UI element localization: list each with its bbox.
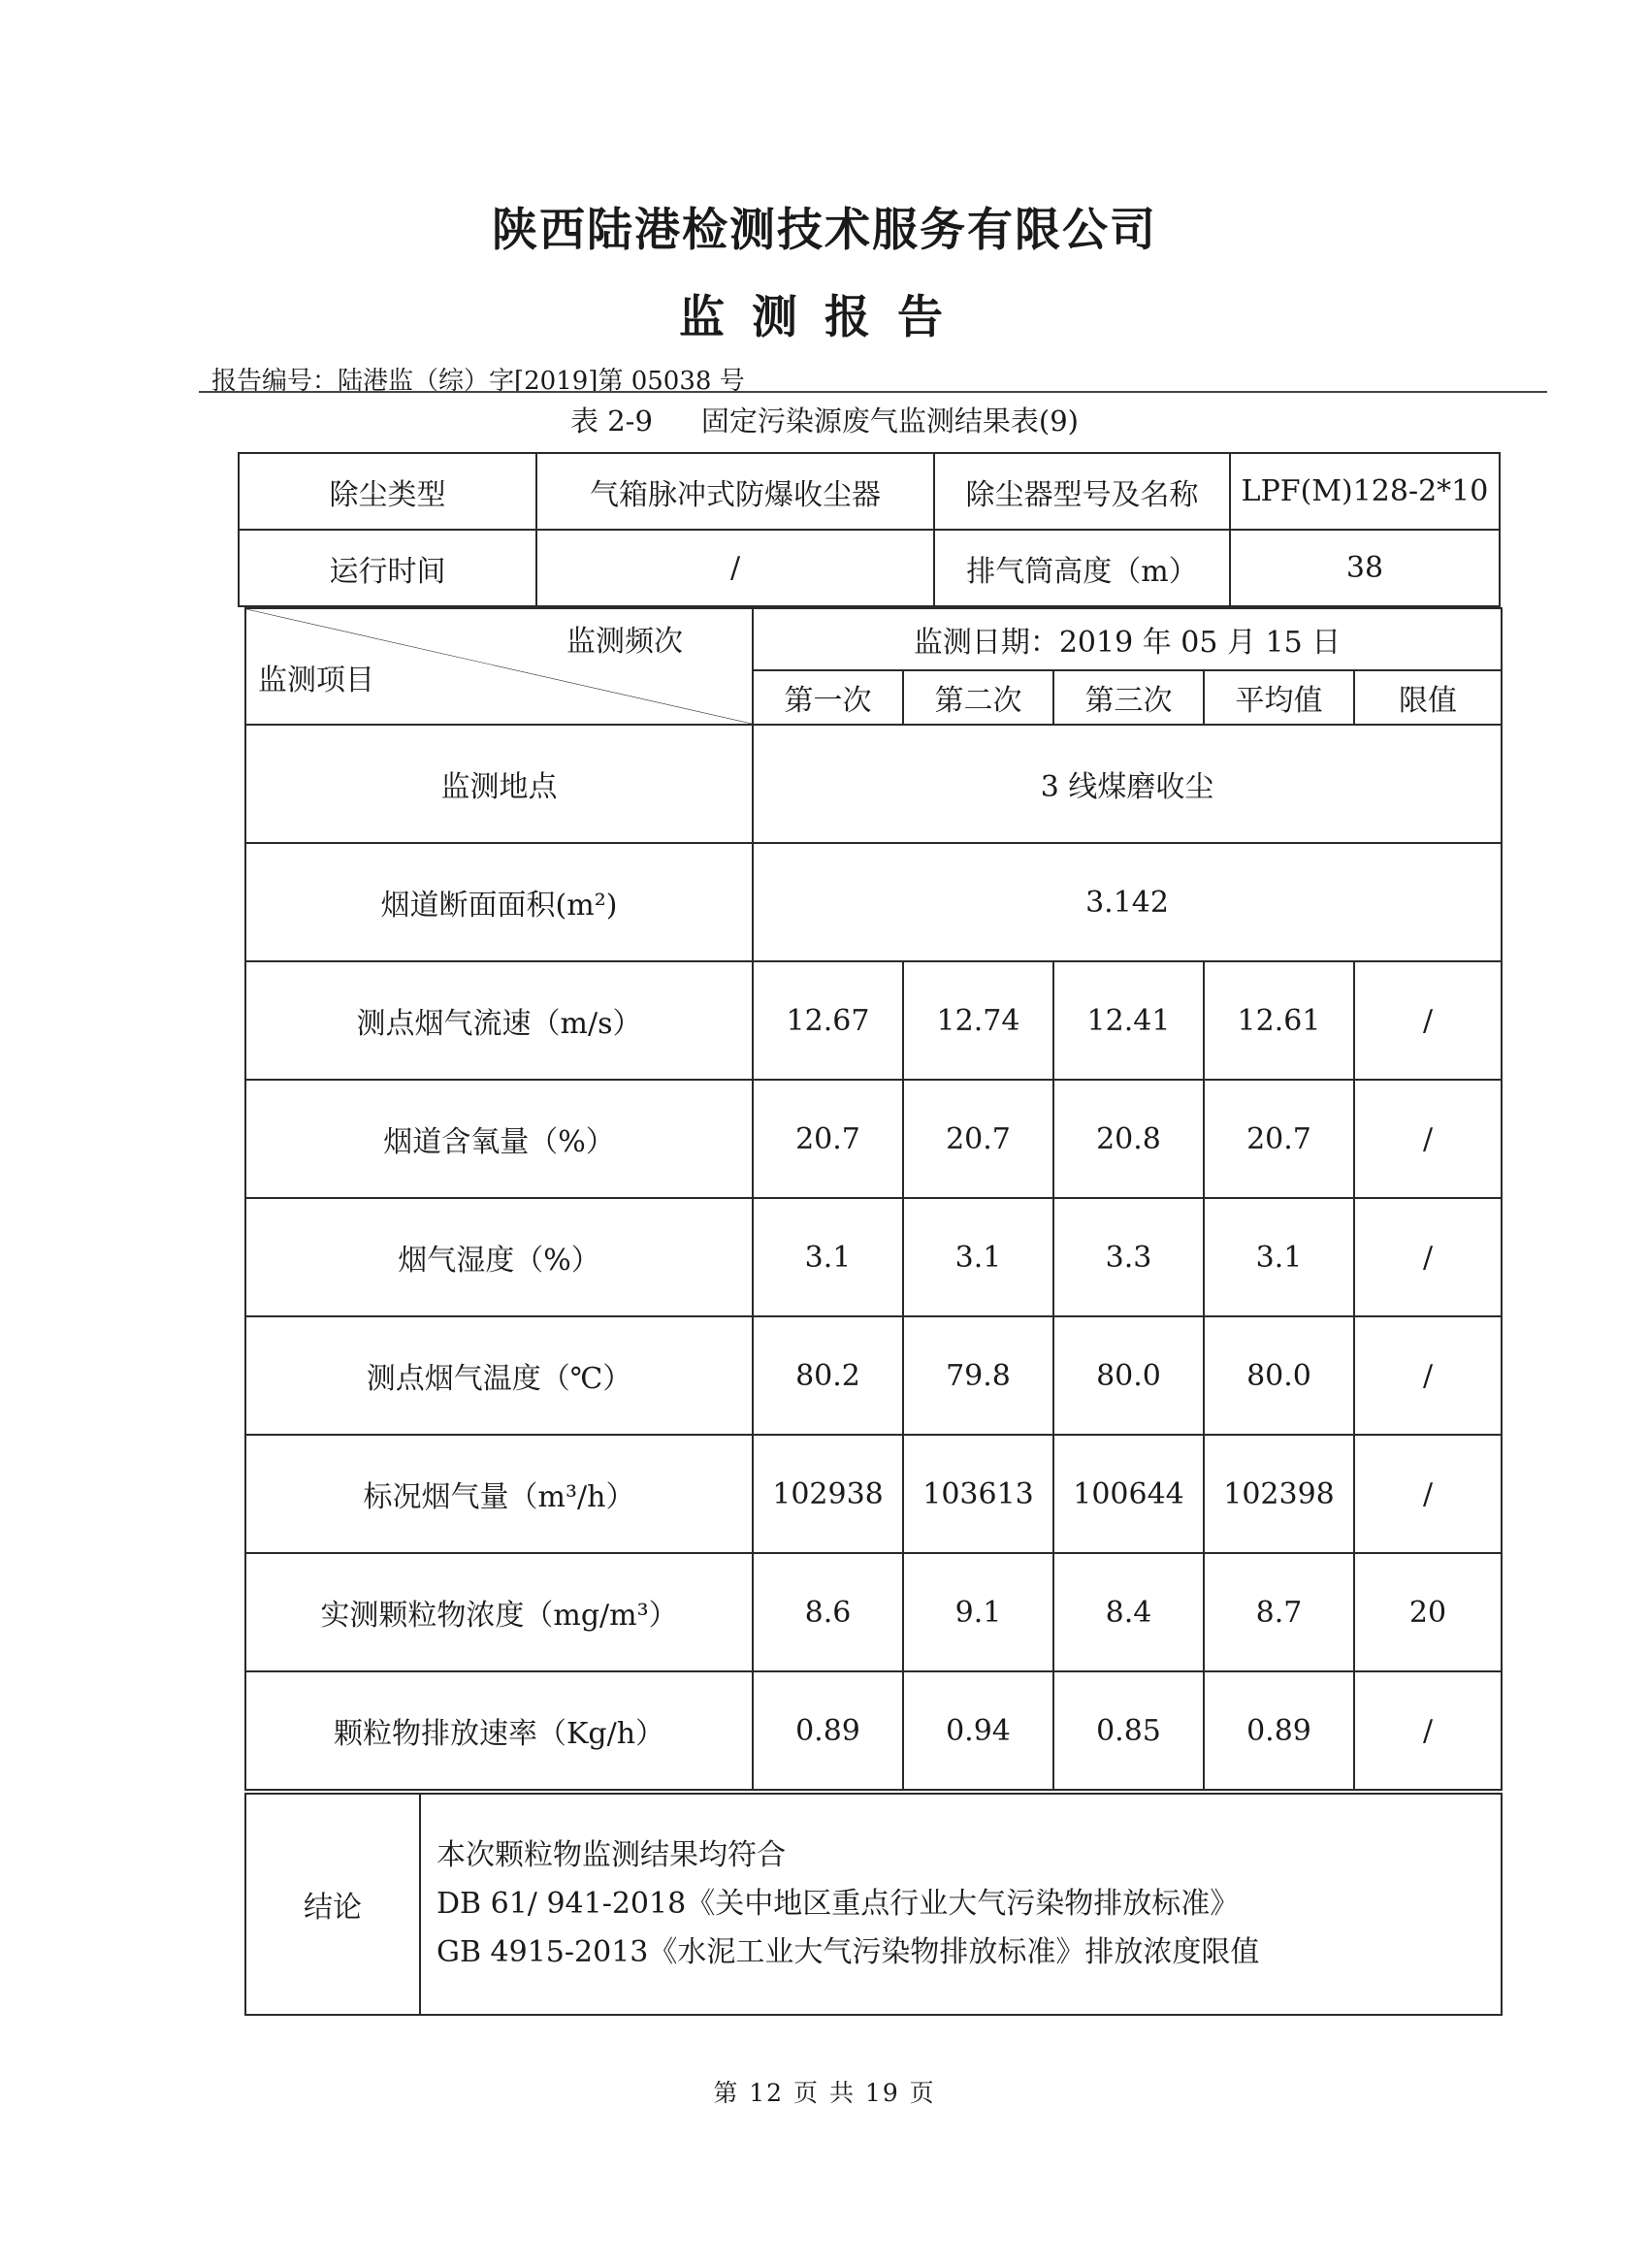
table-row <box>245 1080 1502 1198</box>
table-cell: 103613 <box>903 1435 1053 1553</box>
table-row <box>245 1316 1502 1435</box>
table-cell: 3.1 <box>903 1198 1053 1316</box>
area-label: 烟道断面面积(m²) <box>245 843 753 961</box>
table-row <box>239 530 1500 606</box>
area-value: 3.142 <box>753 843 1502 961</box>
monitoring-date: 监测日期：2019 年 05 月 15 日 <box>753 608 1502 670</box>
dust-type-label: 除尘类型 <box>239 453 536 530</box>
table-cell: 80.0 <box>1053 1316 1204 1435</box>
conclusion-line: GB 4915-2013《水泥工业大气污染物排放标准》排放浓度限值 <box>436 1935 1260 1969</box>
monitoring-results-table <box>244 607 1503 1791</box>
table-cell: / <box>1354 961 1502 1080</box>
column-header: 平均值 <box>1204 670 1354 725</box>
runtime-value: / <box>536 530 934 606</box>
header-rule <box>199 391 1547 393</box>
column-header: 限值 <box>1354 670 1502 725</box>
table-cell: 100644 <box>1053 1435 1204 1553</box>
table-cell: 79.8 <box>903 1316 1053 1435</box>
table-cell: 20.7 <box>1204 1080 1354 1198</box>
table-cell: 12.74 <box>903 961 1053 1080</box>
table-cell: / <box>1354 1435 1502 1553</box>
table-row <box>245 1794 1502 2015</box>
table-cell: 8.7 <box>1204 1553 1354 1671</box>
location-label: 监测地点 <box>245 725 753 843</box>
conclusion-line: DB 61/ 941-2018《关中地区重点行业大气污染物排放标准》 <box>436 1887 1240 1921</box>
row-label: 标况烟气量（m³/h） <box>245 1435 753 1553</box>
table-cell: 0.89 <box>1204 1671 1354 1790</box>
table-row <box>245 843 1502 961</box>
model-value: LPF(M)128-2*10 <box>1230 453 1500 530</box>
table-row <box>245 1553 1502 1671</box>
table-cell: 12.61 <box>1204 961 1354 1080</box>
stack-height-label: 排气筒高度（m） <box>934 530 1230 606</box>
row-label: 测点烟气温度（℃） <box>245 1316 753 1435</box>
document-title: 监测报告 <box>679 291 970 344</box>
model-label: 除尘器型号及名称 <box>934 453 1230 530</box>
row-label: 烟道含氧量（%） <box>245 1080 753 1198</box>
table-cell: / <box>1354 1671 1502 1790</box>
runtime-label: 运行时间 <box>239 530 536 606</box>
table-cell: 3.1 <box>753 1198 903 1316</box>
equipment-info-table <box>238 452 1501 607</box>
column-header: 第三次 <box>1053 670 1204 725</box>
table-header-row <box>245 608 1502 670</box>
table-cell: 20.7 <box>753 1080 903 1198</box>
table-cell: 8.6 <box>753 1553 903 1671</box>
table-cell: 0.94 <box>903 1671 1053 1790</box>
table-cell: 20.8 <box>1053 1080 1204 1198</box>
stack-height-value: 38 <box>1230 530 1500 606</box>
table-cell: / <box>1354 1316 1502 1435</box>
location-value: 3 线煤磨收尘 <box>753 725 1502 843</box>
table-cell: 20.7 <box>903 1080 1053 1198</box>
row-label: 测点烟气流速（m/s） <box>245 961 753 1080</box>
table-row <box>239 453 1500 530</box>
table-cell: 12.41 <box>1053 961 1204 1080</box>
conclusion-line: 本次颗粒物监测结果均符合 <box>436 1838 786 1872</box>
table-row <box>245 725 1502 843</box>
table-cell: 80.0 <box>1204 1316 1354 1435</box>
table-row <box>245 1198 1502 1316</box>
page-footer: 第 12 页 共 19 页 <box>713 2079 936 2107</box>
table-cell: 0.89 <box>753 1671 903 1790</box>
company-name: 陕西陆港检测技术服务有限公司 <box>492 204 1157 257</box>
row-label: 颗粒物排放速率（Kg/h） <box>245 1671 753 1790</box>
conclusion-table <box>244 1793 1503 2016</box>
diagonal-header-cell <box>245 608 753 725</box>
table-cell: / <box>1354 1080 1502 1198</box>
dust-type-value: 气箱脉冲式防爆收尘器 <box>536 453 934 530</box>
table-cell: 8.4 <box>1053 1553 1204 1671</box>
conclusion-label: 结论 <box>245 1794 420 2015</box>
column-header: 第一次 <box>753 670 903 725</box>
table-row <box>245 1671 1502 1790</box>
table-number: 表 2-9 <box>569 405 653 437</box>
frequency-label: 监测频次 <box>566 625 683 659</box>
table-cell: 3.1 <box>1204 1198 1354 1316</box>
row-label: 烟气湿度（%） <box>245 1198 753 1316</box>
table-cell: 12.67 <box>753 961 903 1080</box>
table-row <box>245 961 1502 1080</box>
table-cell: 102398 <box>1204 1435 1354 1553</box>
table-cell: 9.1 <box>903 1553 1053 1671</box>
table-cell: 102938 <box>753 1435 903 1553</box>
table-row <box>245 1435 1502 1553</box>
table-cell: / <box>1354 1198 1502 1316</box>
table-cell: 0.85 <box>1053 1671 1204 1790</box>
item-label: 监测项目 <box>258 664 374 697</box>
table-cell: 3.3 <box>1053 1198 1204 1316</box>
report-number: 报告编号：陆港监（综）字[2019]第 05038 号 <box>211 367 745 396</box>
table-cell: 80.2 <box>753 1316 903 1435</box>
row-label: 实测颗粒物浓度（mg/m³） <box>245 1553 753 1671</box>
table-title: 固定污染源废气监测结果表(9) <box>700 405 1079 437</box>
table-caption <box>0 400 1649 439</box>
column-header: 第二次 <box>903 670 1053 725</box>
conclusion-text <box>420 1794 1502 2015</box>
table-cell: 20 <box>1354 1553 1502 1671</box>
